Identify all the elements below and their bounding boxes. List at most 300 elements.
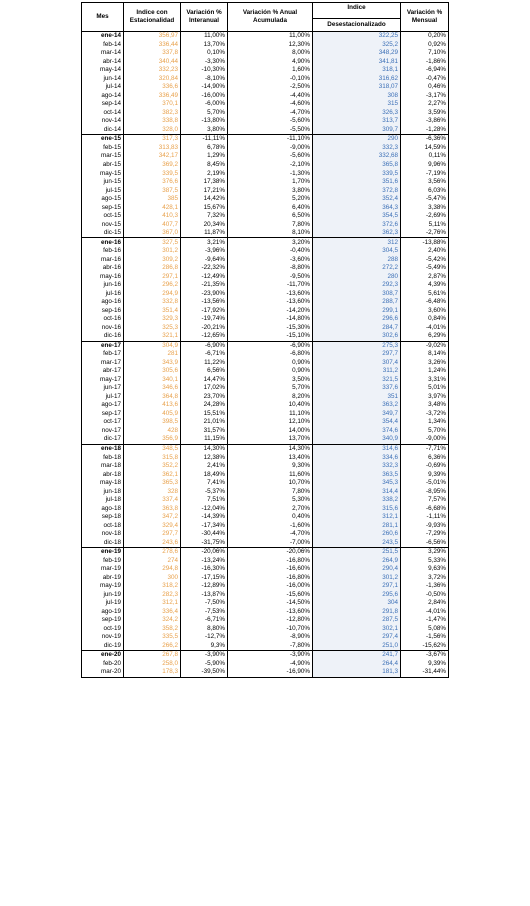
cell-mensual: 2,40% (401, 247, 449, 256)
cell-indice: 428 (124, 427, 181, 436)
table-header (82, 3, 449, 32)
table-row (82, 487, 449, 496)
cell-desestacionalizado: 297,7 (313, 350, 401, 359)
header-desest-top: Indice (347, 4, 366, 11)
cell-desestacionalizado: 296,6 (313, 315, 401, 324)
cell-interanual: -3,96% (181, 247, 228, 256)
cell-mensual: -9,02% (401, 341, 449, 350)
cell-desestacionalizado: 243,5 (313, 538, 401, 547)
cell-acumulada: -10,70% (228, 625, 313, 634)
cell-acumulada: -16,00% (228, 582, 313, 591)
cell-acumulada: -7,80% (228, 642, 313, 651)
cell-mes: abr-18 (82, 470, 124, 479)
cell-desestacionalizado: 181,3 (313, 668, 401, 677)
cell-desestacionalizado: 302,6 (313, 332, 401, 341)
data-table (81, 2, 449, 678)
cell-acumulada: 12,30% (228, 41, 313, 50)
cell-desestacionalizado: 362,3 (313, 229, 401, 238)
cell-mes: feb-16 (82, 247, 124, 256)
table-row (82, 513, 449, 522)
cell-indice: 358,2 (124, 625, 181, 634)
cell-mensual: 3,72% (401, 573, 449, 582)
table-row (82, 435, 449, 444)
cell-mes: sep-18 (82, 513, 124, 522)
cell-mes: sep-17 (82, 410, 124, 419)
cell-desestacionalizado: 364,3 (313, 203, 401, 212)
table-row (82, 565, 449, 574)
cell-indice: 315,8 (124, 453, 181, 462)
cell-mensual: -7,29% (401, 530, 449, 539)
cell-interanual: 14,30% (181, 444, 228, 453)
cell-desestacionalizado: 251,0 (313, 642, 401, 651)
cell-interanual: 9,3% (181, 642, 228, 651)
cell-mes: abr-14 (82, 58, 124, 67)
cell-interanual: 7,32% (181, 212, 228, 221)
cell-mensual: 0,84% (401, 315, 449, 324)
cell-mes: jun-17 (82, 384, 124, 393)
cell-interanual: -3,90% (181, 651, 228, 660)
table-row (82, 341, 449, 350)
cell-indice: 385 (124, 195, 181, 204)
cell-mes: jun-14 (82, 75, 124, 84)
cell-mes: ago-15 (82, 195, 124, 204)
cell-mes: oct-17 (82, 418, 124, 427)
cell-mensual: 0,46% (401, 83, 449, 92)
cell-interanual: -6,90% (181, 341, 228, 350)
table-row (82, 410, 449, 419)
cell-indice: 410,3 (124, 212, 181, 221)
cell-indice: 336,49 (124, 92, 181, 101)
cell-mes: oct-15 (82, 212, 124, 221)
cell-indice: 324,2 (124, 616, 181, 625)
cell-interanual: -10,30% (181, 66, 228, 75)
cell-indice: 428,1 (124, 203, 181, 212)
cell-acumulada: -15,60% (228, 591, 313, 600)
cell-desestacionalizado: 314,6 (313, 444, 401, 453)
cell-interanual: 15,51% (181, 410, 228, 419)
cell-indice: 309,2 (124, 255, 181, 264)
cell-mes: ago-19 (82, 608, 124, 617)
header-mes: Mes (82, 3, 124, 32)
table-row (82, 298, 449, 307)
cell-interanual: -5,37% (181, 487, 228, 496)
table-row (82, 49, 449, 58)
cell-acumulada: -4,90% (228, 660, 313, 669)
table-row (82, 444, 449, 453)
cell-acumulada: 11,60% (228, 470, 313, 479)
cell-desestacionalizado: 365,8 (313, 161, 401, 170)
cell-interanual: 14,42% (181, 195, 228, 204)
cell-mes: ene-15 (82, 135, 124, 144)
cell-acumulada: 2,70% (228, 504, 313, 513)
cell-indice: 301,2 (124, 247, 181, 256)
cell-mensual: 5,70% (401, 427, 449, 436)
cell-desestacionalizado: 290,4 (313, 565, 401, 574)
cell-mensual: -8,95% (401, 487, 449, 496)
table-row (82, 591, 449, 600)
cell-indice: 342,17 (124, 152, 181, 161)
cell-acumulada: -1,60% (228, 521, 313, 530)
cell-acumulada: -4,60% (228, 100, 313, 109)
table-row (82, 538, 449, 547)
cell-mensual: 7,57% (401, 496, 449, 505)
cell-acumulada: -9,00% (228, 144, 313, 153)
table-row (82, 573, 449, 582)
cell-mes: abr-19 (82, 573, 124, 582)
table-row (82, 169, 449, 178)
cell-acumulada: -14,50% (228, 599, 313, 608)
cell-desestacionalizado: 372,6 (313, 220, 401, 229)
cell-acumulada: 5,20% (228, 195, 313, 204)
cell-interanual: -12,04% (181, 504, 228, 513)
cell-indice: 297,7 (124, 530, 181, 539)
cell-mensual: 5,61% (401, 289, 449, 298)
cell-mes: dic-14 (82, 126, 124, 135)
cell-desestacionalizado: 354,4 (313, 418, 401, 427)
header-variacion-mensual: Variación % Mensual (401, 3, 449, 32)
cell-indice: 413,6 (124, 401, 181, 410)
cell-acumulada: -1,30% (228, 169, 313, 178)
cell-acumulada: 10,40% (228, 401, 313, 410)
cell-indice: 296,2 (124, 281, 181, 290)
cell-desestacionalizado: 314,4 (313, 487, 401, 496)
table-row (82, 152, 449, 161)
cell-acumulada: 7,80% (228, 487, 313, 496)
table-row (82, 496, 449, 505)
cell-acumulada: 7,80% (228, 220, 313, 229)
cell-mensual: -2,69% (401, 212, 449, 221)
cell-acumulada: -2,10% (228, 161, 313, 170)
table-row (82, 58, 449, 67)
cell-desestacionalizado: 338,2 (313, 496, 401, 505)
table-row (82, 660, 449, 669)
cell-mensual: -0,47% (401, 75, 449, 84)
table-row (82, 470, 449, 479)
cell-indice: 281 (124, 350, 181, 359)
cell-mes: nov-15 (82, 220, 124, 229)
cell-interanual: 13,70% (181, 41, 228, 50)
cell-mensual: 3,97% (401, 393, 449, 402)
cell-indice: 347,2 (124, 513, 181, 522)
table-row (82, 247, 449, 256)
cell-interanual: -13,87% (181, 591, 228, 600)
cell-mensual: 2,27% (401, 100, 449, 109)
cell-interanual: -13,56% (181, 298, 228, 307)
cell-desestacionalizado: 280 (313, 272, 401, 281)
cell-mes: jul-15 (82, 186, 124, 195)
cell-indice: 304,9 (124, 341, 181, 350)
cell-acumulada: 0,90% (228, 359, 313, 368)
cell-mensual: -15,62% (401, 642, 449, 651)
cell-acumulada: -16,60% (228, 565, 313, 574)
cell-desestacionalizado: 332,68 (313, 152, 401, 161)
cell-acumulada: 12,10% (228, 418, 313, 427)
cell-mes: may-14 (82, 66, 124, 75)
cell-mes: nov-17 (82, 427, 124, 436)
table-row (82, 83, 449, 92)
cell-indice: 387,5 (124, 186, 181, 195)
cell-interanual: -12,7% (181, 633, 228, 642)
table-row (82, 453, 449, 462)
cell-desestacionalizado: 292,3 (313, 281, 401, 290)
cell-acumulada: -14,80% (228, 315, 313, 324)
cell-interanual: 11,22% (181, 359, 228, 368)
table-row (82, 195, 449, 204)
cell-desestacionalizado: 316,62 (313, 75, 401, 84)
table-row (82, 376, 449, 385)
cell-mensual: 5,11% (401, 220, 449, 229)
cell-indice: 362,1 (124, 470, 181, 479)
cell-indice: 313,83 (124, 144, 181, 153)
header-desestacionalizado (313, 3, 401, 32)
cell-indice: 405,9 (124, 410, 181, 419)
cell-mes: sep-19 (82, 616, 124, 625)
table-row (82, 462, 449, 471)
cell-mes: ago-18 (82, 504, 124, 513)
cell-desestacionalizado: 337,6 (313, 384, 401, 393)
cell-acumulada: 1,60% (228, 66, 313, 75)
cell-mes: jul-19 (82, 599, 124, 608)
cell-mensual: -5,49% (401, 264, 449, 273)
cell-desestacionalizado: 302,1 (313, 625, 401, 634)
header-variacion-interanual: Variación % Interanual (181, 3, 228, 32)
cell-indice: 407,7 (124, 220, 181, 229)
cell-mes: may-19 (82, 582, 124, 591)
cell-mes: feb-14 (82, 41, 124, 50)
cell-acumulada: -6,90% (228, 341, 313, 350)
table-row (82, 100, 449, 109)
cell-indice: 243,6 (124, 538, 181, 547)
cell-desestacionalizado: 363,5 (313, 470, 401, 479)
cell-interanual: -8,10% (181, 75, 228, 84)
cell-mes: sep-14 (82, 100, 124, 109)
cell-desestacionalizado: 334,6 (313, 453, 401, 462)
cell-acumulada: -4,70% (228, 109, 313, 118)
cell-desestacionalizado: 287,5 (313, 616, 401, 625)
cell-desestacionalizado: 312 (313, 238, 401, 247)
cell-interanual: 11,87% (181, 229, 228, 238)
cell-indice: 382,3 (124, 109, 181, 118)
cell-mes: mar-18 (82, 462, 124, 471)
cell-mes: mar-20 (82, 668, 124, 677)
cell-indice: 346,6 (124, 384, 181, 393)
cell-desestacionalizado: 301,2 (313, 573, 401, 582)
cell-interanual: 17,02% (181, 384, 228, 393)
cell-acumulada: 8,10% (228, 229, 313, 238)
cell-mensual: -5,01% (401, 479, 449, 488)
table-row (82, 332, 449, 341)
cell-desestacionalizado: 288,7 (313, 298, 401, 307)
cell-acumulada: -5,60% (228, 117, 313, 126)
cell-mensual: -3,72% (401, 410, 449, 419)
cell-mes: jul-16 (82, 289, 124, 298)
cell-indice: 336,6 (124, 83, 181, 92)
cell-mes: nov-18 (82, 530, 124, 539)
cell-desestacionalizado: 315 (313, 100, 401, 109)
cell-desestacionalizado: 363,2 (313, 401, 401, 410)
cell-indice: 321,1 (124, 332, 181, 341)
cell-interanual: -21,35% (181, 281, 228, 290)
cell-mes: abr-17 (82, 367, 124, 376)
cell-mensual: 0,11% (401, 152, 449, 161)
cell-indice: 376,6 (124, 178, 181, 187)
cell-indice: 339,5 (124, 169, 181, 178)
cell-acumulada: 14,00% (228, 427, 313, 436)
cell-mes: ene-16 (82, 238, 124, 247)
cell-desestacionalizado: 290 (313, 135, 401, 144)
cell-desestacionalizado: 309,7 (313, 126, 401, 135)
cell-mensual: 3,59% (401, 109, 449, 118)
table-row (82, 384, 449, 393)
cell-desestacionalizado: 291,8 (313, 608, 401, 617)
cell-mes: may-17 (82, 376, 124, 385)
cell-mensual: 0,20% (401, 32, 449, 41)
table-row (82, 203, 449, 212)
cell-interanual: -7,53% (181, 608, 228, 617)
cell-acumulada: -4,40% (228, 92, 313, 101)
cell-acumulada: -5,50% (228, 126, 313, 135)
cell-interanual: 2,41% (181, 462, 228, 471)
cell-mes: jun-18 (82, 487, 124, 496)
cell-mes: jun-15 (82, 178, 124, 187)
cell-mes: jul-17 (82, 393, 124, 402)
table-row (82, 582, 449, 591)
cell-mensual: -6,48% (401, 298, 449, 307)
cell-mes: dic-15 (82, 229, 124, 238)
table-row (82, 144, 449, 153)
cell-indice: 398,5 (124, 418, 181, 427)
cell-acumulada: -8,90% (228, 633, 313, 642)
cell-acumulada: 11,00% (228, 32, 313, 41)
cell-indice: 312,1 (124, 599, 181, 608)
cell-indice: 336,44 (124, 41, 181, 50)
cell-mensual: 4,39% (401, 281, 449, 290)
cell-mensual: 6,29% (401, 332, 449, 341)
cell-desestacionalizado: 304 (313, 599, 401, 608)
cell-interanual: 31,57% (181, 427, 228, 436)
cell-mensual: 3,29% (401, 547, 449, 556)
cell-acumulada: 13,40% (228, 453, 313, 462)
cell-desestacionalizado: 340,9 (313, 435, 401, 444)
cell-mes: mar-14 (82, 49, 124, 58)
cell-acumulada: -11,10% (228, 135, 313, 144)
table-row (82, 281, 449, 290)
cell-mes: nov-19 (82, 633, 124, 642)
cell-mes: feb-18 (82, 453, 124, 462)
cell-desestacionalizado: 304,5 (313, 247, 401, 256)
cell-mensual: 2,84% (401, 599, 449, 608)
cell-mensual: -0,50% (401, 591, 449, 600)
cell-desestacionalizado: 307,4 (313, 359, 401, 368)
table-row (82, 633, 449, 642)
table-row (82, 315, 449, 324)
cell-indice: 266,2 (124, 642, 181, 651)
cell-interanual: -6,71% (181, 350, 228, 359)
cell-desestacionalizado: 284,7 (313, 324, 401, 333)
cell-interanual: -16,30% (181, 565, 228, 574)
cell-mes: dic-19 (82, 642, 124, 651)
cell-mes: may-16 (82, 272, 124, 281)
cell-desestacionalizado: 351 (313, 393, 401, 402)
cell-mes: abr-16 (82, 264, 124, 273)
cell-acumulada: 3,20% (228, 238, 313, 247)
table-row (82, 92, 449, 101)
cell-interanual: 23,70% (181, 393, 228, 402)
cell-interanual: -39,50% (181, 668, 228, 677)
cell-mes: sep-15 (82, 203, 124, 212)
header-indice-estacionalidad: Indice con Estacionalidad (124, 3, 181, 32)
table-row (82, 32, 449, 41)
cell-indice: 365,3 (124, 479, 181, 488)
cell-indice: 337,8 (124, 49, 181, 58)
cell-interanual: -12,65% (181, 332, 228, 341)
cell-acumulada: 5,30% (228, 496, 313, 505)
table-row (82, 599, 449, 608)
cell-desestacionalizado: 251,5 (313, 547, 401, 556)
table-row (82, 479, 449, 488)
table-row (82, 401, 449, 410)
cell-indice: 178,3 (124, 668, 181, 677)
cell-mes: oct-19 (82, 625, 124, 634)
cell-acumulada: 6,40% (228, 203, 313, 212)
cell-mensual: -1,36% (401, 582, 449, 591)
cell-interanual: 17,21% (181, 186, 228, 195)
cell-interanual: 21,01% (181, 418, 228, 427)
cell-mensual: 6,36% (401, 453, 449, 462)
cell-mensual: -7,71% (401, 444, 449, 453)
table-row (82, 255, 449, 264)
cell-indice: 318,2 (124, 582, 181, 591)
cell-indice: 363,8 (124, 504, 181, 513)
cell-acumulada: 13,70% (228, 435, 313, 444)
table-row (82, 427, 449, 436)
cell-mensual: 3,60% (401, 307, 449, 316)
cell-mes: jun-19 (82, 591, 124, 600)
cell-mensual: -7,19% (401, 169, 449, 178)
cell-mensual: -1,28% (401, 126, 449, 135)
cell-mes: ago-16 (82, 298, 124, 307)
cell-mensual: 1,24% (401, 367, 449, 376)
table-row (82, 307, 449, 316)
cell-interanual: 20,34% (181, 220, 228, 229)
cell-mes: oct-18 (82, 521, 124, 530)
cell-mensual: -9,93% (401, 521, 449, 530)
cell-indice: 348,5 (124, 444, 181, 453)
cell-acumulada: -4,70% (228, 530, 313, 539)
table-row (82, 264, 449, 273)
cell-mes: sep-16 (82, 307, 124, 316)
cell-indice: 320,84 (124, 75, 181, 84)
cell-desestacionalizado: 321,5 (313, 376, 401, 385)
cell-interanual: -12,49% (181, 272, 228, 281)
cell-desestacionalizado: 374,6 (313, 427, 401, 436)
cell-acumulada: -15,30% (228, 324, 313, 333)
cell-desestacionalizado: 341,81 (313, 58, 401, 67)
cell-mensual: -1,11% (401, 513, 449, 522)
cell-desestacionalizado: 345,3 (313, 479, 401, 488)
cell-desestacionalizado: 352,4 (313, 195, 401, 204)
cell-indice: 338,8 (124, 117, 181, 126)
cell-indice: 343,9 (124, 359, 181, 368)
cell-mes: dic-17 (82, 435, 124, 444)
table-row (82, 117, 449, 126)
cell-interanual: -11,11% (181, 135, 228, 144)
table-row (82, 229, 449, 238)
cell-indice: 300 (124, 573, 181, 582)
cell-mes: oct-16 (82, 315, 124, 324)
cell-indice: 327,5 (124, 238, 181, 247)
cell-acumulada: -8,80% (228, 264, 313, 273)
